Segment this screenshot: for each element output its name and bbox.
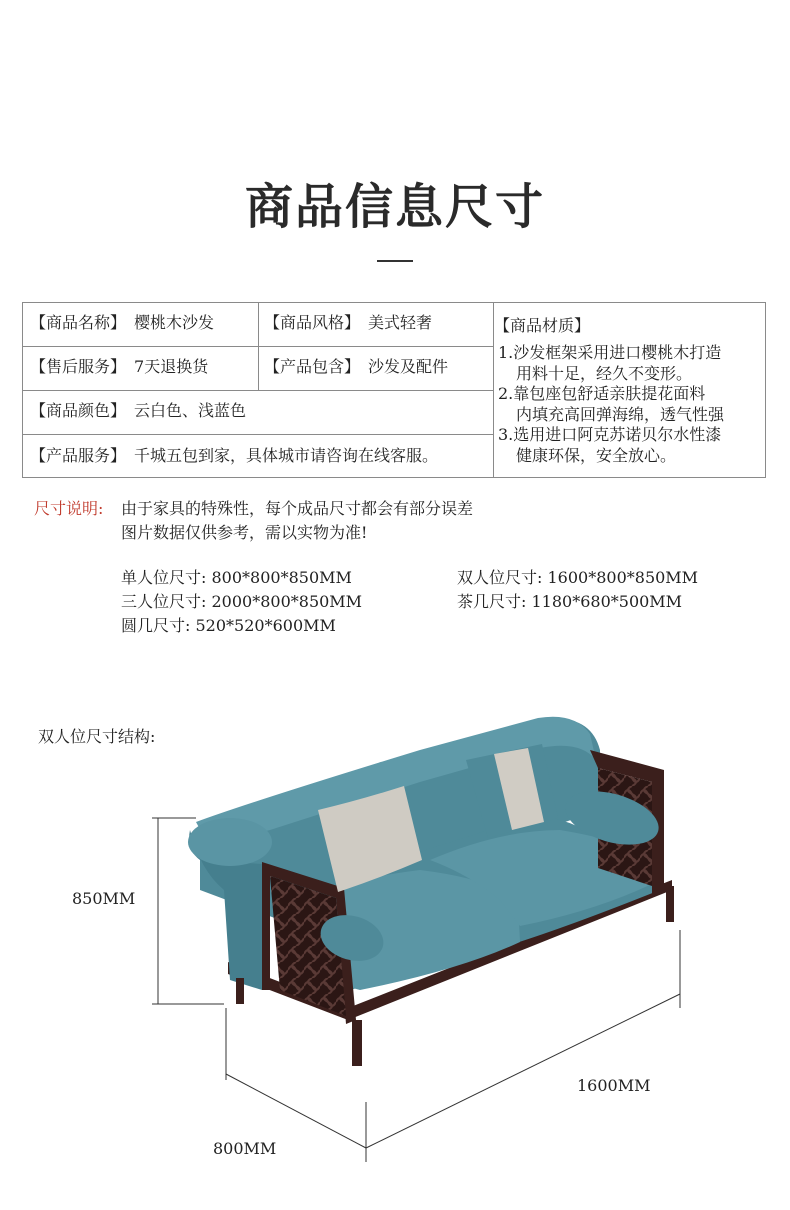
height-label: 850MM xyxy=(72,889,136,908)
sofa-illustration xyxy=(0,690,790,1170)
spec-name: 【商品名称】 樱桃木沙发 xyxy=(30,313,215,332)
structure-label: 双人位尺寸结构: xyxy=(38,727,156,746)
size-note-label: 尺寸说明: xyxy=(34,499,104,518)
dimension-tea-table: 茶几尺寸: 1180*680*500MM xyxy=(457,592,683,611)
dimension-triple: 三人位尺寸: 2000*800*850MM xyxy=(121,592,363,611)
title-divider xyxy=(377,260,413,262)
spec-after-sales: 【售后服务】 7天退换货 xyxy=(30,357,209,376)
spec-service: 【产品服务】 千城五包到家，具体城市请咨询在线客服。 xyxy=(30,446,439,465)
page-title: 商品信息尺寸 xyxy=(244,179,545,235)
dimension-round-table: 圆几尺寸: 520*520*600MM xyxy=(121,616,336,635)
size-note-line: 由于家具的特殊性，每个成品尺寸都会有部分误差 xyxy=(121,499,474,518)
spec-style: 【商品风格】 美式轻奢 xyxy=(264,313,433,332)
spec-includes: 【产品包含】 沙发及配件 xyxy=(264,357,449,376)
depth-label: 800MM xyxy=(213,1139,277,1158)
dimension-single: 单人位尺寸: 800*800*850MM xyxy=(121,568,352,587)
spec-color: 【商品颜色】 云白色、浅蓝色 xyxy=(30,401,247,420)
dimension-double: 双人位尺寸: 1600*800*850MM xyxy=(457,568,699,587)
width-label: 1600MM xyxy=(577,1076,651,1095)
material-list: 1.沙发框架采用进口樱桃木打造 用料十足，经久不变形。 2.靠包座包舒适亲肤提花面料 内填充高回弹海绵，透气性强 3.选用进口阿克苏诺贝尔水性漆 健康环保，安全放心。 xyxy=(498,343,725,465)
material-title: 【商品材质】 xyxy=(494,316,591,335)
size-note-line: 图片数据仅供参考，需以实物为准! xyxy=(121,523,368,542)
